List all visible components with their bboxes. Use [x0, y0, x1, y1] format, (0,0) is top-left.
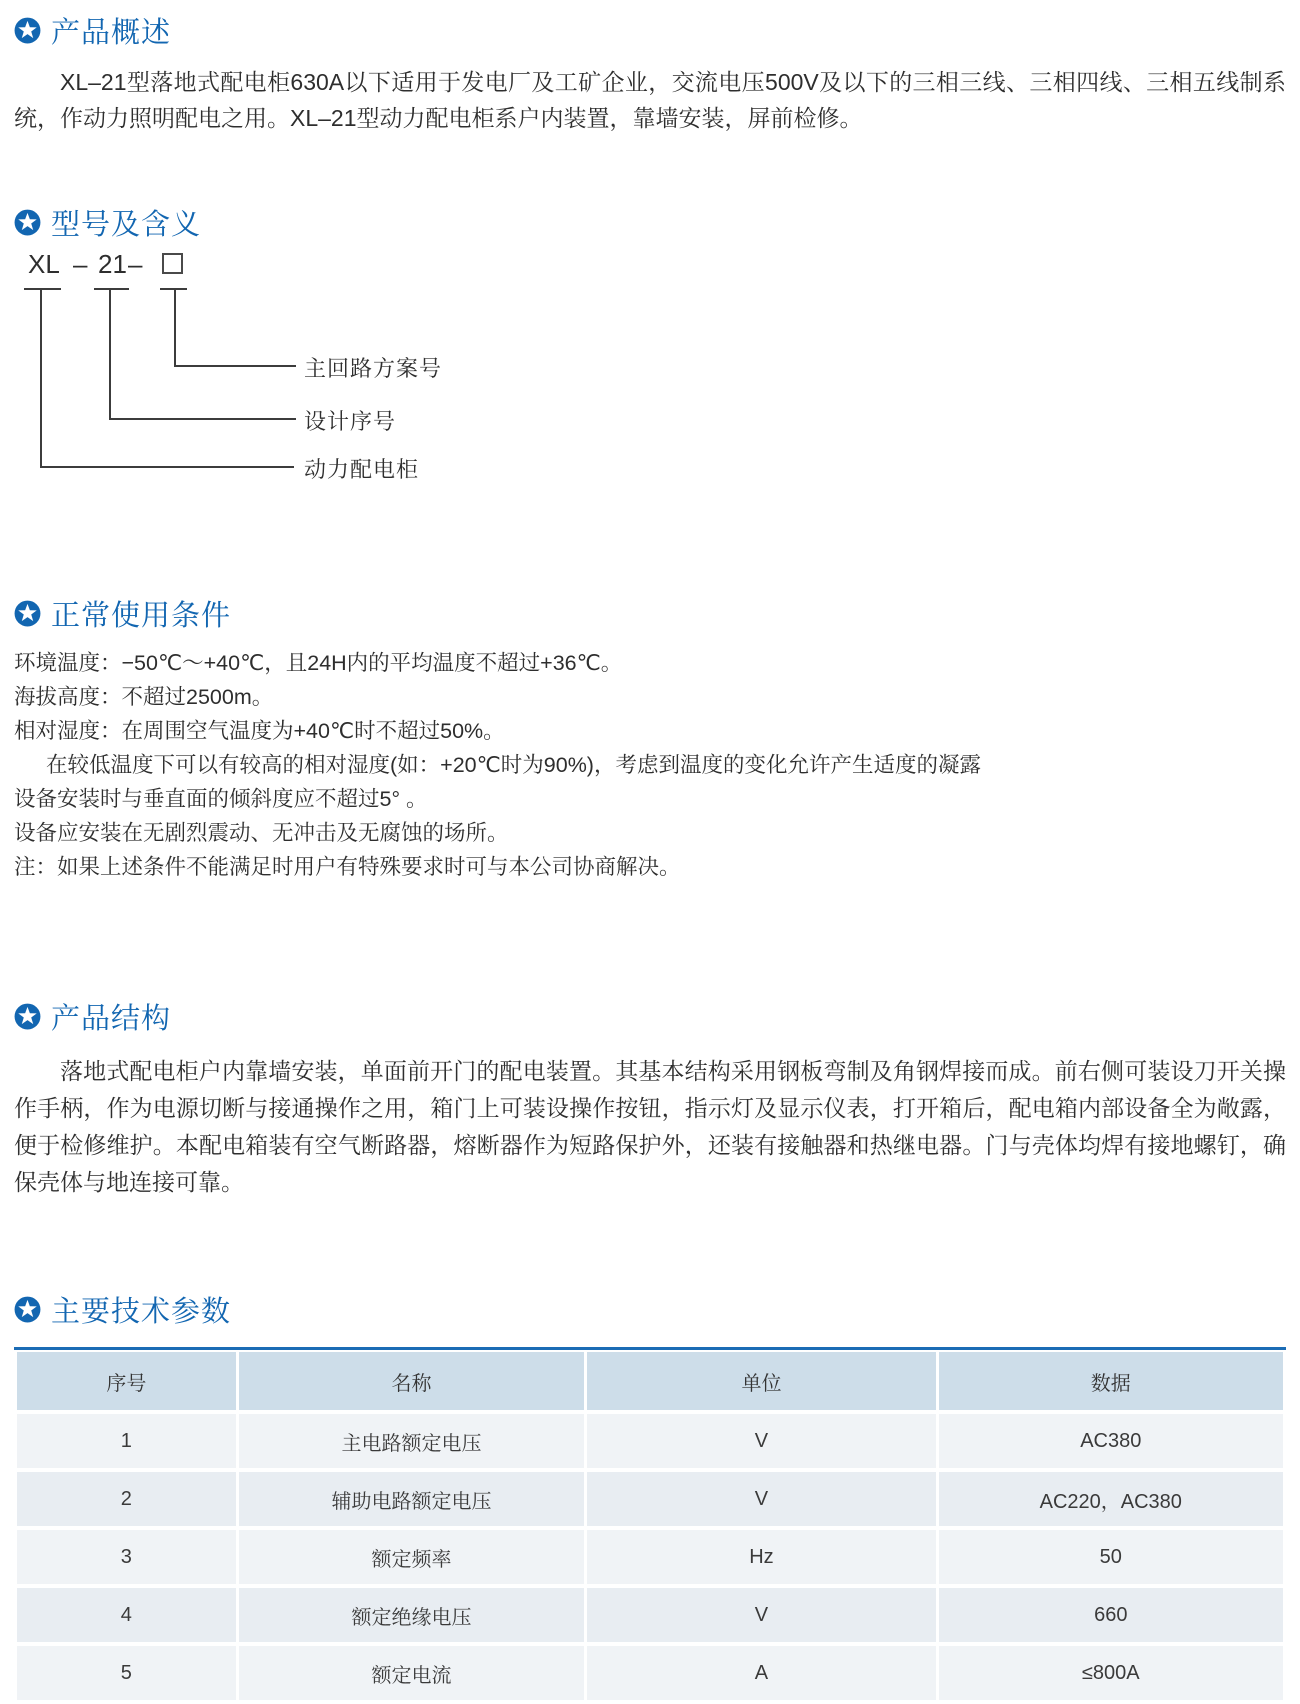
- condition-line: 环境温度：−50℃～+40℃，且24H内的平均温度不超过+36℃。: [14, 651, 623, 675]
- model-code-prefix: XL: [28, 249, 60, 279]
- diagram-label-design: 设计序号: [304, 409, 397, 434]
- diagram-label-scheme: 主回路方案号: [304, 356, 443, 381]
- overview-section-title: 产品概述: [51, 17, 172, 49]
- model-section-header: [14, 202, 1286, 243]
- condition-line: 在较低温度下可以有较高的相对湿度(如：+20℃时为90%)，考虑到温度的变化允许产生适度的凝露: [46, 753, 981, 777]
- structure-section-title: 产品结构: [51, 1003, 172, 1035]
- cell-data: AC220，AC380: [939, 1472, 1283, 1526]
- cell-index: 5: [17, 1646, 236, 1700]
- table-row: [17, 1414, 1283, 1468]
- star-badge-icon: [14, 600, 41, 627]
- col-header-data: 数据: [939, 1352, 1283, 1410]
- condition-note-line: 注：如果上述条件不能满足时用户有特殊要求时可与本公司协商解决。: [14, 855, 681, 879]
- table-row: [17, 1472, 1283, 1526]
- cell-unit: V: [587, 1588, 935, 1642]
- model-code-dash: –: [73, 249, 88, 279]
- cell-name: 额定电流: [239, 1646, 585, 1700]
- model-code-dash: –: [128, 249, 143, 279]
- scheme-placeholder-box: [162, 253, 183, 274]
- star-badge-icon: [14, 209, 41, 236]
- callout-line: [40, 288, 42, 468]
- table-row: [17, 1646, 1283, 1700]
- cell-index: 4: [17, 1588, 236, 1642]
- cell-name: 主电路额定电压: [239, 1414, 585, 1468]
- table-row: [17, 1530, 1283, 1584]
- cell-data: AC380: [939, 1414, 1283, 1468]
- callout-line: [40, 466, 294, 468]
- conditions-list: [14, 646, 1286, 884]
- underline-segment: [24, 288, 61, 290]
- col-header-index: 序号: [17, 1352, 236, 1410]
- conditions-section-header: [14, 593, 1286, 634]
- model-designation-diagram: [14, 249, 484, 491]
- parameters-section-header: [14, 1289, 1286, 1330]
- cell-name: 辅助电路额定电压: [239, 1472, 585, 1526]
- table-row: [17, 1588, 1283, 1642]
- cell-data: 50: [939, 1530, 1283, 1584]
- cell-index: 3: [17, 1530, 236, 1584]
- star-badge-icon: [14, 1003, 41, 1030]
- condition-line: 海拔高度：不超过2500m。: [14, 685, 274, 709]
- structure-paragraph: 落地式配电柜户内靠墙安装，单面前开门的配电装置。其基本结构采用钢板弯制及角钢焊接而成。前右侧可装设刀开关操作手柄，作为电源切断与接通操作之用，箱门上可装设操作按钮，指示灯及显示仪表，打开箱后，配电箱内部设备全为敞露，便于检修维护。本配电箱装有空气断路器，熔断器作为短路保护外，还装有接触器和热继电器。门与壳体均焊有接地螺钉，确保壳体与地连接可靠。: [14, 1058, 1286, 1195]
- cell-unit: A: [587, 1646, 935, 1700]
- star-badge-icon: [14, 1296, 41, 1323]
- star-badge-icon: [14, 17, 41, 44]
- overview-paragraph: XL–21型落地式配电柜630A以下适用于发电厂及工矿企业，交流电压500V及以下的三相三线、三相四线、三相五线制系统，作动力照明配电之用。XL–21型动力配电柜系户内装置，靠墙安装，屏前检修。: [14, 69, 1286, 131]
- cell-name: 额定绝缘电压: [239, 1588, 585, 1642]
- callout-line: [109, 288, 111, 420]
- parameters-table-container: [14, 1347, 1286, 1704]
- conditions-section-title: 正常使用条件: [51, 600, 232, 632]
- col-header-unit: 单位: [587, 1352, 935, 1410]
- model-code-series: 21: [98, 249, 127, 279]
- condition-line: 相对湿度：在周围空气温度为+40℃时不超过50%。: [14, 719, 505, 743]
- cell-unit: Hz: [587, 1530, 935, 1584]
- cell-unit: V: [587, 1472, 935, 1526]
- parameters-section-title: 主要技术参数: [51, 1296, 232, 1328]
- cell-unit: V: [587, 1414, 935, 1468]
- condition-line: 设备安装时与垂直面的倾斜度应不超过5° 。: [14, 787, 428, 811]
- structure-section-header: [14, 996, 1286, 1037]
- cell-index: 1: [17, 1414, 236, 1468]
- cell-data: 660: [939, 1588, 1283, 1642]
- callout-line: [109, 418, 296, 420]
- col-header-name: 名称: [239, 1352, 585, 1410]
- callout-line: [174, 365, 296, 367]
- underline-segment: [94, 288, 129, 290]
- parameters-table: [14, 1348, 1286, 1704]
- cell-data: ≤800A: [939, 1646, 1283, 1700]
- condition-line: 设备应安装在无剧烈震动、无冲击及无腐蚀的场所。: [14, 821, 509, 845]
- cell-name: 额定频率: [239, 1530, 585, 1584]
- cell-index: 2: [17, 1472, 236, 1526]
- overview-section-header: [14, 10, 1286, 51]
- diagram-label-cabinet: 动力配电柜: [304, 457, 420, 482]
- callout-line: [174, 288, 176, 367]
- model-section-title: 型号及含义: [51, 209, 202, 241]
- table-header-row: [17, 1352, 1283, 1410]
